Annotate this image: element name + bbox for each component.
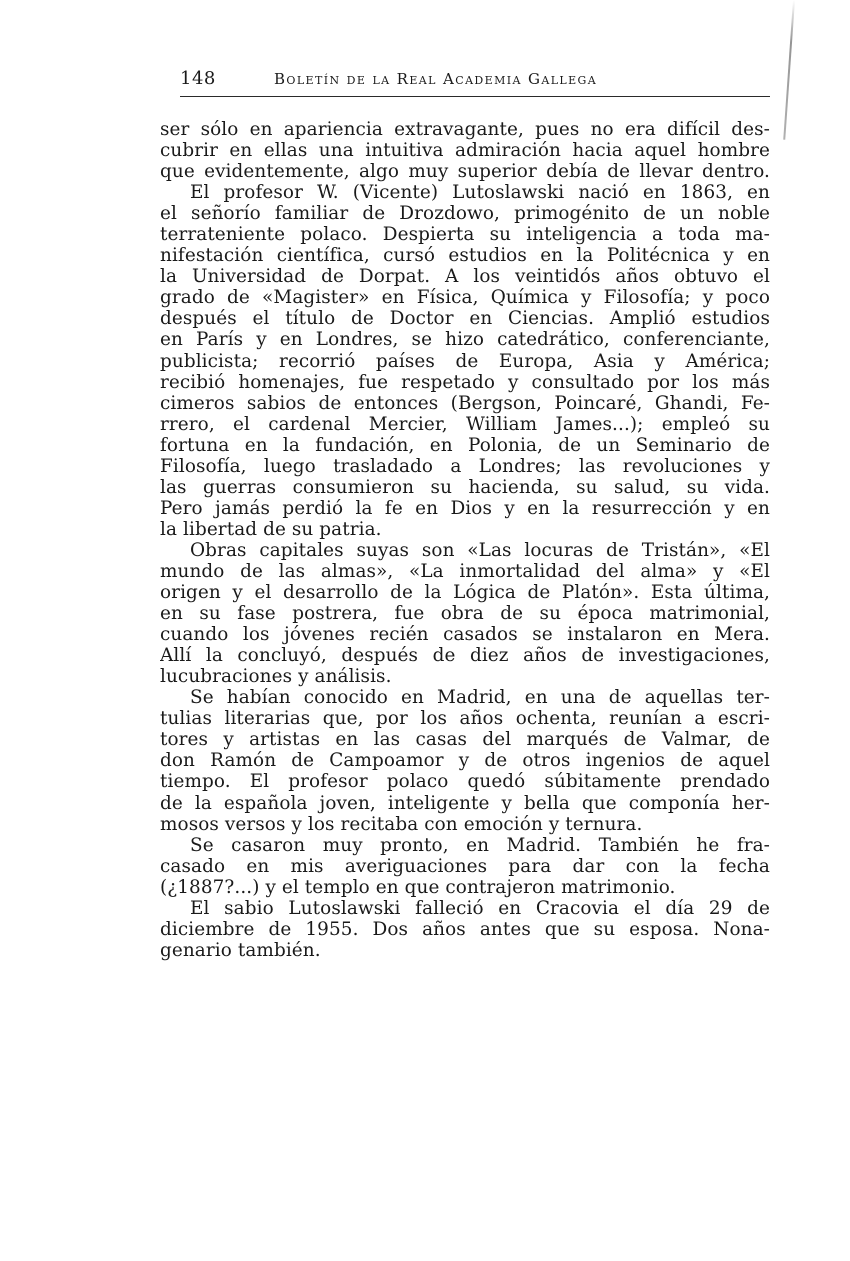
text-line: ser sólo en apariencia extravagante, pues no era difícil des- [160,119,770,140]
text-line: la libertad de su patria. [160,518,382,540]
body-text [160,119,770,961]
text-line: Se habían conocido en Madrid, en una de aquellas ter- [190,687,770,709]
text-line: Se casaron muy pronto, en Madrid. También he fra- [190,834,770,856]
text-line: grado de «Magister» en Física, Química y Filosofía; y poco [160,287,770,309]
text-line: el señorío familiar de Drozdowo, primogénito de un noble [160,203,770,225]
text-line: fortuna en la fundación, en Polonia, de un Seminario de [160,434,770,456]
text-line: El sabio Lutoslawski falleció en Cracovia el día 29 de [190,897,770,919]
text-line: en París y en Londres, se hizo catedrático, conferenciante, [160,329,770,351]
text-line: rrero, el cardenal Mercier, William James...); empleó su [160,413,770,435]
text-line: casado en mis averiguaciones para dar con la fecha [160,855,770,877]
text-line: la Universidad de Dorpat. A los veintidós años obtuvo el [160,266,770,288]
page-header [180,64,770,97]
text-line: nifestación científica, cursó estudios en la Politécnica y en [160,245,770,267]
page-number: 148 [180,68,216,89]
text-line: origen y el desarrollo de la Lógica de Platón». Esta última, [160,582,770,604]
text-line: lucubraciones y análisis. [160,666,392,688]
text-line: Filosofía, luego trasladado a Londres; las revoluciones y [160,455,770,477]
text-line: después el título de Doctor en Ciencias. Amplió estudios [160,308,770,330]
text-line: genario también. [160,939,321,961]
text-line: mosos versos y los recitaba con emoción y ternura. [160,813,643,835]
margin-rule [783,0,795,140]
text-line: las guerras consumieron su hacienda, su salud, su vida. [160,476,770,498]
text-line: recibió homenajes, fue respetado y consultado por los más [160,371,770,393]
text-line: publicista; recorrió países de Europa, Asia y América; [160,350,770,372]
text-line: cuando los jóvenes recién casados se instalaron en Mera. [160,624,770,646]
text-line: de la española joven, inteligente y bella que componía her- [160,792,770,814]
text-line: cubrir en ellas una intuitiva admiración hacia aquel hombre [160,140,770,162]
running-head: Boletín de la Real Academia Gallega [274,70,598,88]
text-line: que evidentemente, algo muy superior debía de llevar dentro. [160,161,770,183]
text-line: tulias literarias que, por los años ochenta, reunían a escri- [160,708,770,730]
text-line: cimeros sabios de entonces (Bergson, Poincaré, Ghandi, Fe- [160,392,770,414]
text-line: mundo de las almas», «La inmortalidad del alma» y «El [160,560,770,582]
text-line: El profesor W. (Vicente) Lutoslawski nació en 1863, en [190,182,770,204]
text-line: en su fase postrera, fue obra de su época matrimonial, [160,603,770,625]
text-line: tores y artistas en las casas del marqués de Valmar, de [160,729,770,751]
text-line: tiempo. El profesor polaco quedó súbitamente prendado [160,771,770,793]
text-line: terrateniente polaco. Despierta su inteligencia a toda ma- [160,224,770,246]
text-line: Pero jamás perdió la fe en Dios y en la resurrección y en [160,497,770,519]
text-line: (¿1887?...) y el templo en que contrajeron matrimonio. [160,876,676,898]
text-line: don Ramón de Campoamor y de otros ingenios de aquel [160,750,770,772]
text-line: Allí la concluyó, después de diez años de investigaciones, [160,645,770,667]
text-line: Obras capitales suyas son «Las locuras de Tristán», «El [190,539,770,561]
text-line: diciembre de 1955. Dos años antes que su esposa. Nona- [160,918,770,940]
